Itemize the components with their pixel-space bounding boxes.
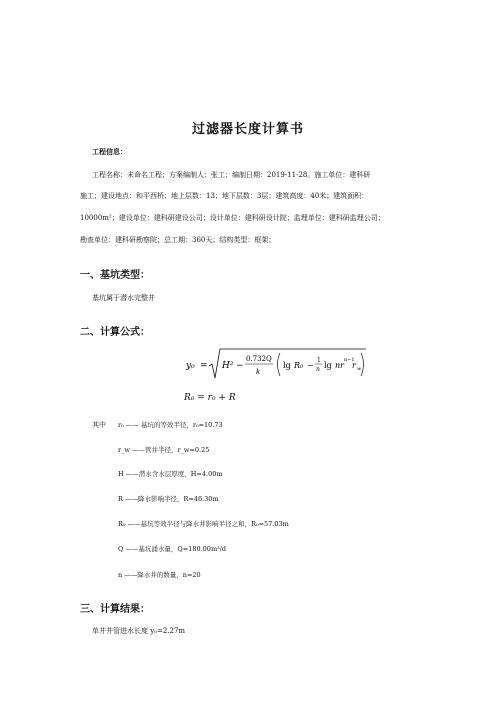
formula-nr: nr — [335, 361, 344, 370]
document-title: 过滤器长度计算书 — [191, 122, 304, 137]
formula-y0 — [180, 346, 370, 384]
definition-text: ——基坑涌水量，Q=180.00m³/d — [125, 545, 227, 553]
formula-exp: n−1 — [344, 357, 355, 363]
formula-lg-2: lg — [324, 361, 332, 370]
formula-R0: R₀ — [294, 361, 304, 370]
formula-one: 1 — [317, 357, 321, 364]
definition-H — [118, 469, 223, 478]
definition-symbol: Q — [118, 545, 124, 553]
definition-text: ——降水影响半径，R=46.30m — [124, 495, 219, 503]
formula-k: k — [256, 368, 261, 376]
project-info-label: 工程信息： — [92, 147, 127, 156]
formula-rw: r — [352, 361, 356, 370]
formula-lhs: y₀ — [186, 361, 195, 371]
definition-R — [118, 494, 219, 503]
definition-Q — [118, 544, 226, 553]
project-info-line-3: 10000m²；建设单位：建科研建设公司；设计单位：建科研设计院；监理单位：建科研监理公司； — [80, 214, 385, 222]
section-3-heading: 三、计算结果： — [80, 604, 150, 615]
definition-n — [118, 570, 201, 579]
formula-minus-2: − — [307, 361, 314, 370]
formula-lg: lg — [283, 361, 291, 370]
definition-R0 — [118, 519, 289, 528]
formula-coef: 0.732Q — [246, 355, 272, 363]
formula-R0-def: R₀ = r₀ + R — [184, 393, 236, 403]
definition-symbol: n — [118, 571, 123, 579]
formula-minus: − — [236, 361, 244, 371]
definition-text: ——潜水含水层厚度，H=4.00m — [125, 470, 223, 478]
definition-text: ——降水井的数量，n=20 — [124, 571, 201, 579]
section-2-heading: 二、计算公式： — [80, 327, 150, 338]
definition-symbol: R₀ — [118, 520, 126, 528]
formula-eq: = — [200, 361, 208, 371]
definition-symbol: R — [118, 495, 123, 503]
definition-r0 — [118, 420, 223, 429]
formula-w: w — [357, 366, 362, 372]
formula-n: n — [316, 366, 320, 373]
paren-right — [361, 353, 364, 376]
where-label: 其中 — [92, 421, 106, 429]
definition-text: ——管井半径，r_w=0.25 — [132, 446, 210, 454]
project-info-line-4: 勘查单位：建科研勘察院；总工期：360天；结构类型：框架； — [80, 236, 276, 244]
definition-rw — [118, 445, 209, 454]
definition-text: —— 基坑的等效半径，r₀=10.73 — [125, 421, 223, 429]
definition-symbol: r₀ — [118, 421, 124, 429]
project-info-line-2: 施工；建设地点：和平西桥；地上层数：13；地下层数：3层；建筑高度：40米；建筑面积： — [80, 192, 369, 200]
formula-H2: H² — [222, 361, 234, 371]
paren-left — [278, 353, 281, 376]
section-1-heading: 一、基坑类型： — [80, 270, 150, 281]
definition-symbol: H — [118, 470, 124, 478]
section-1-text: 基坑属于潜水完整井 — [92, 294, 155, 302]
section-3-text: 单井井管进水长度 y₀=2.27m — [92, 627, 186, 635]
definition-text: ——基坑等效半径与降水井影响半径之和，R₀=57.03m — [127, 520, 289, 528]
project-info-line-1: 工程名称：未命名工程；方案编制人：张工；编制日期：2019-11-28。施工单位：建科研 — [92, 171, 371, 179]
definition-symbol: r_w — [118, 446, 130, 454]
